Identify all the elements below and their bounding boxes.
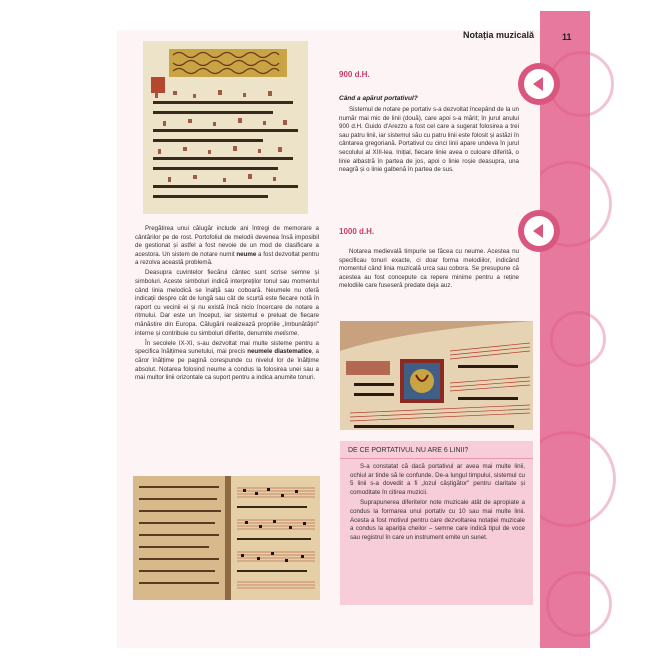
left-paragraph-2: Deasupra cuvintelor fiecărui cântec sunt scrise semne și simboluri. Aceste simboluri indică interpreților tonul sau momentul când linia melodică se înalță sau coboară. Neumele nu oferă indicații despre cât de lungă sau cât de scurtă este fiecare notă în raport cu vecinii ei și nu există încă nicio încercare de notare a ritmului. Dar este un început, iar sistemul e preluat de fiecare mănăstire din Europa. Călugării realizează propriile „îmbunătățiri" interne și contribuie cu simboluri diferite, denumite melisme. [135,269,319,337]
left-paragraph-1: Pregătirea unui călugăr include ani întregi de memorare a cântărilor pe de rost. Portofoliul de melodii devenea însă imposibil de gestionat și astfel a fost nevoie de un mod de clasificare a acestora. Un sistem de notare numit neume a fost dezvoltat pentru a rezolva această problemă. [135,225,319,267]
section-text-1000: Notarea medievală timpurie se făcea cu neume. Acestea nu specificau tonuri exacte, ci doar forma melodiilor, indicând momentul când linia muzicală urca sau cobora. Se presupune că acestea au fost concepute ca repere minime pentru a reține melodiile care fuseseră predate deja auz. [339,248,519,290]
section-title-1000: 1000 d.H. [339,227,375,236]
side-band [540,11,590,648]
page-number: 11 [562,32,572,42]
chapter-title: Notația muzicală [462,30,534,40]
section-title-900: 900 d.H. [339,70,370,79]
nav-button-1[interactable] [518,63,560,105]
arrow-left-icon [518,63,560,105]
nav-button-2[interactable] [518,210,560,252]
illuminated-manuscript-image [340,321,533,430]
info-box-text: S-a constatat că dacă portativul ar avea mai multe linii, ochiul ar tinde să le confunde. De-a lungul timpului, sistemul cu 5 linii s-a dovedit a fi „lozul câștigător" pentru claritate și comoditate în citirea muzicii. Suprapunerea diferitelor note muzicale atât de apropiate a condus la formarea unui portativ cu 10 sau mai multe linii. Acesta a fost motivul pentru care dezvoltarea notației muzicale a condus la apariția cheilor – semne care indică tipul de voce sau registrul în care un instrument emite un sunet. [350,463,525,541]
book-image-bottom [133,476,320,600]
section-question-900: Când a apărut portativul? [339,95,418,102]
arrow-left-icon [518,210,560,252]
section-text-900: Sistemul de notare pe portativ s-a dezvoltat începând de la un număr mai mic de linii (două), care apoi s-a mărit; în jurul anului 900 d.H. Guido d'Arezzo a fost cel care a sugerat folosirea a trei sau patru linii, iar sistemul său cu patru linii este folosit și astăzi în cântarea gregoriană. Portativul cu cinci linii apare undeva în jurul secolului al XIII-lea. Inițial, fiecare linie avea o culoare diferită, o linie albastră în partea de jos, apoi o linie roșie deasupra, una neagră și o linie galbenă în partea de sus. [339,106,519,174]
info-box [340,441,533,605]
left-paragraph-3: În secolele IX-XI, s-au dezvoltat mai multe sisteme pentru a specifica înălțimea sunetului, mai precis neumele diastematice, a căror înălțime pe pagină corespunde cu nivelul lor de înălțime absolut. Notarea folosind neume a condus la folosirea unei sau a mai multor linii orizontale ca suport pentru a indica anumite tonuri. [135,339,319,382]
manuscript-image-top [143,41,308,214]
info-box-divider [340,458,533,459]
info-box-title: DE CE PORTATIVUL NU ARE 6 LINII? [348,447,469,454]
left-column-text [135,225,319,384]
